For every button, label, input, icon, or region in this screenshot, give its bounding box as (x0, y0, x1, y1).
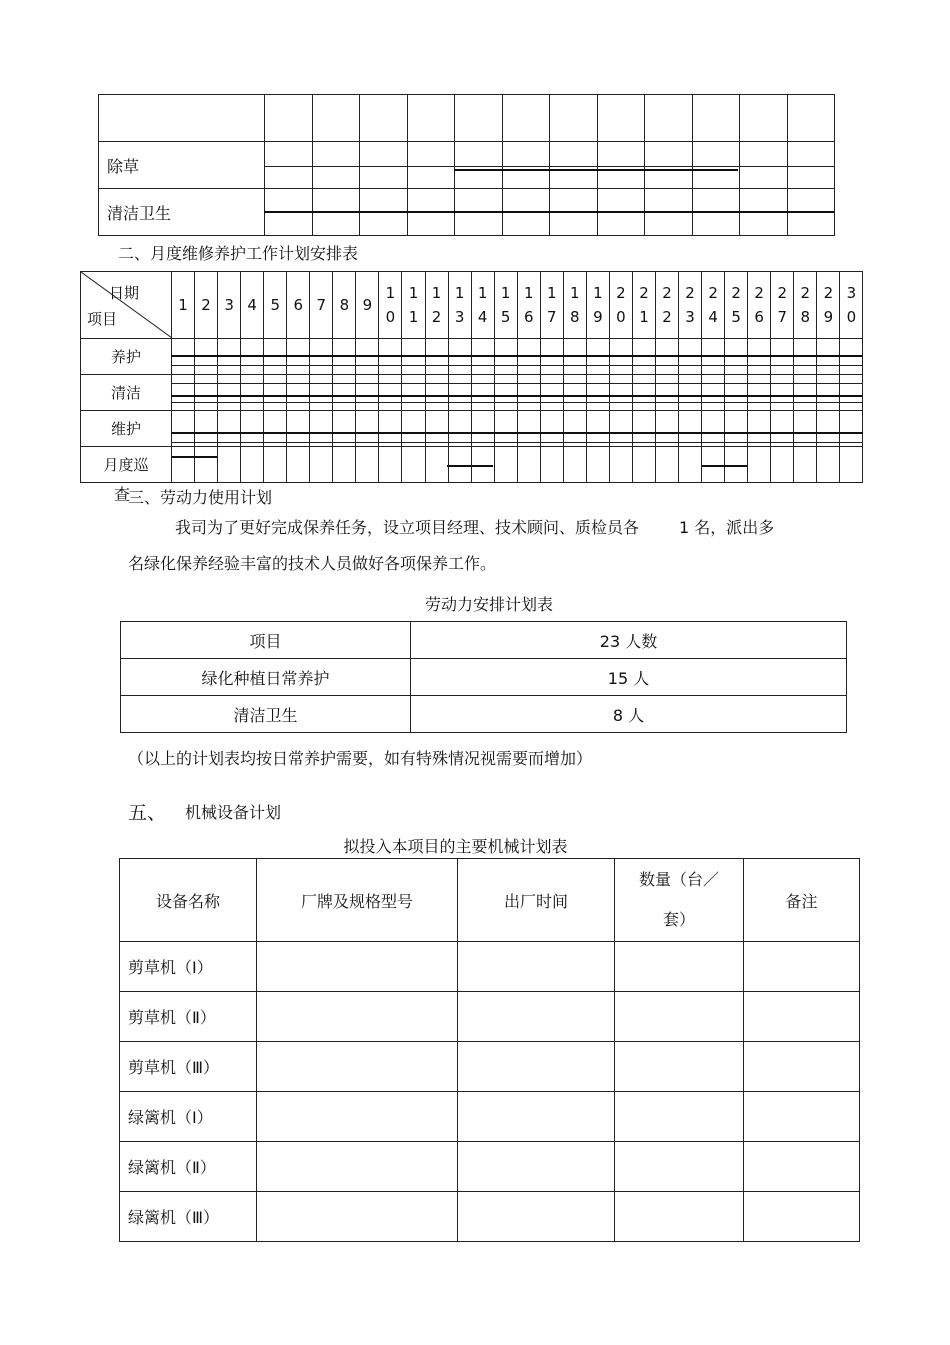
day-cell: 2 9 (817, 272, 840, 339)
row-label: 月度巡 (81, 447, 172, 483)
equipment-name: 剪草机（Ⅱ） (120, 992, 257, 1042)
header-item-label: 项目 (87, 310, 118, 328)
table-cell: 绿化种植日常养护 (121, 659, 411, 696)
day-cell: 1 3 (448, 272, 471, 339)
day-cell: 7 (310, 272, 333, 339)
day-cell: 6 (287, 272, 310, 339)
row-label: 除草 (99, 142, 265, 189)
diagonal-header-cell (81, 272, 172, 339)
schedule-bar (447, 465, 493, 467)
day-cell: 2 7 (771, 272, 794, 339)
table-row (120, 1042, 860, 1092)
day-cell: 1 0 (379, 272, 402, 339)
schedule-bar (701, 465, 747, 467)
day-cell: 2 (195, 272, 218, 339)
column-header: 数量（台／ 套） (615, 859, 744, 942)
column-header: 备注 (744, 859, 860, 942)
day-cell: 1 8 (563, 272, 586, 339)
day-cell: 2 1 (632, 272, 655, 339)
equipment-name: 绿篱机（Ⅰ） (120, 1092, 257, 1142)
top-schedule-table (98, 94, 835, 236)
schedule-bar (171, 395, 863, 397)
day-cell: 1 6 (517, 272, 540, 339)
grid-subline (264, 166, 834, 167)
day-cell: 1 5 (494, 272, 517, 339)
schedule-bar (171, 355, 863, 357)
table-row (120, 992, 860, 1042)
equipment-table (119, 858, 860, 1242)
day-cell: 2 5 (725, 272, 748, 339)
day-cell: 1 7 (540, 272, 563, 339)
day-cell: 2 8 (794, 272, 817, 339)
labor-table (120, 621, 847, 733)
table-title: 劳动力安排计划表 (424, 595, 553, 614)
day-cell: 3 0 (840, 272, 863, 339)
day-cell: 1 9 (586, 272, 609, 339)
table-cell (99, 95, 265, 142)
column-header: 设备名称 (120, 859, 257, 942)
table-row (120, 1192, 860, 1242)
table-row (120, 942, 860, 992)
table-row (121, 622, 847, 659)
column-header: 厂牌及规格型号 (257, 859, 458, 942)
table-row (99, 95, 835, 142)
table-cell: 项目 (121, 622, 411, 659)
day-cell: 1 1 (402, 272, 425, 339)
column-header: 出厂时间 (458, 859, 615, 942)
row-label: 养护 (81, 339, 172, 375)
schedule-bar (171, 456, 217, 458)
table-row (120, 1092, 860, 1142)
paragraph-count: 1 名，派出多 (679, 518, 775, 537)
paragraph-line: 名绿化保养经验丰富的技术人员做好各项保养工作。 (128, 554, 497, 573)
table-row (121, 696, 847, 733)
schedule-bar (454, 169, 738, 171)
table-note: （以上的计划表均按日常养护需要，如有特殊情况视需要而增加） (128, 749, 593, 768)
table-title: 拟投入本项目的主要机械计划表 (343, 837, 568, 856)
row-label: 维护 (81, 411, 172, 447)
day-cell: 1 4 (471, 272, 494, 339)
equipment-name: 绿篱机（Ⅱ） (120, 1142, 257, 1192)
day-cell: 1 (172, 272, 195, 339)
day-cell: 2 3 (679, 272, 702, 339)
header-date-label: 日期 (109, 284, 140, 302)
row-label: 清洁卫生 (99, 189, 265, 236)
equipment-name: 绿篱机（Ⅲ） (120, 1192, 257, 1242)
overflow-char: 查 (114, 485, 131, 504)
grid-subline (171, 402, 863, 403)
grid-subline (171, 365, 863, 366)
day-cell: 3 (218, 272, 241, 339)
paragraph-line (175, 511, 875, 545)
section-title: 三、劳动力使用计划 (128, 488, 273, 507)
table-cell: 15 人 (411, 659, 847, 696)
paragraph-text: 我司为了更好完成保养任务，设立项目经理、技术顾问、质检员各 (175, 518, 640, 537)
day-cell: 1 2 (425, 272, 448, 339)
table-row (81, 375, 863, 411)
day-cell: 9 (356, 272, 379, 339)
table-row (99, 142, 835, 189)
table-row (121, 659, 847, 696)
table-cell: 清洁卫生 (121, 696, 411, 733)
grid-subline (171, 442, 863, 443)
table-row (120, 1142, 860, 1192)
day-cell: 2 0 (609, 272, 632, 339)
day-cell: 4 (241, 272, 264, 339)
section-number: 五、 (128, 802, 167, 824)
table-header-row (120, 859, 860, 942)
monthly-schedule-table (80, 271, 863, 483)
day-cell: 8 (333, 272, 356, 339)
equipment-name: 剪草机（Ⅰ） (120, 942, 257, 992)
row-label: 清洁 (81, 375, 172, 411)
day-cell: 5 (264, 272, 287, 339)
table-cell: 23 人数 (411, 622, 847, 659)
schedule-bar (171, 432, 863, 434)
day-cell: 2 6 (748, 272, 771, 339)
section-title: 二、月度维修养护工作计划安排表 (118, 244, 359, 263)
table-header-row (81, 272, 863, 339)
table-cell: 8 人 (411, 696, 847, 733)
day-cell: 2 2 (655, 272, 678, 339)
equipment-name: 剪草机（Ⅲ） (120, 1042, 257, 1092)
schedule-bar (264, 211, 834, 213)
grid-subline (171, 383, 863, 384)
day-cell: 2 4 (702, 272, 725, 339)
section-title: 机械设备计划 (185, 803, 282, 822)
